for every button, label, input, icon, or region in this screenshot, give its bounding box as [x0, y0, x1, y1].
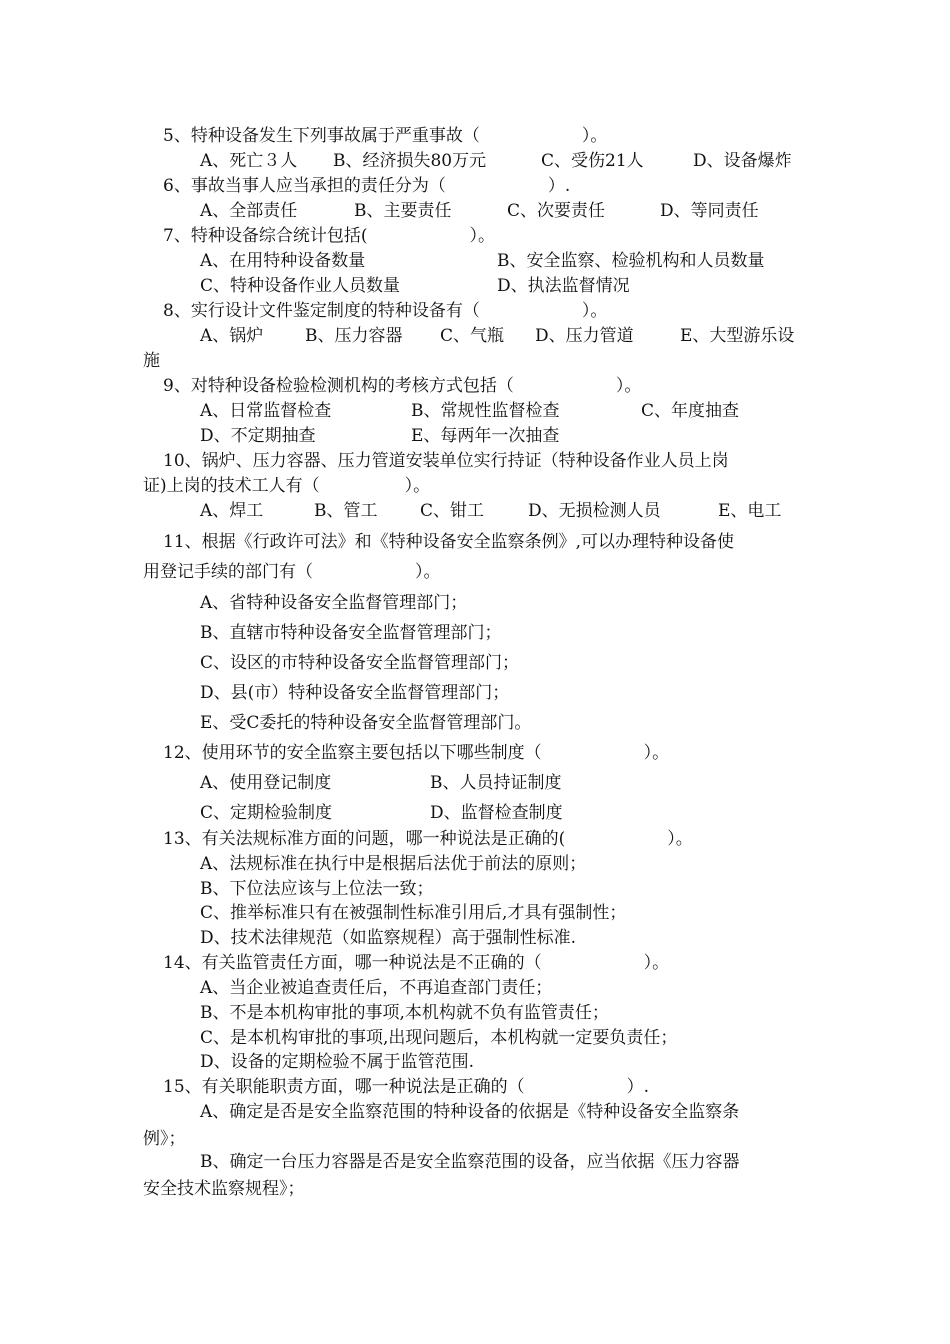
- option-10-B: B、管工: [314, 501, 378, 521]
- question-8-stem: 8、实行设计文件鉴定制度的特种设备有（ ）。: [163, 301, 608, 321]
- option-7-B: B、安全监察、检验机构和人员数量: [497, 251, 765, 271]
- option-10-C: C、钳工: [420, 501, 485, 521]
- option-9-C: C、年度抽查: [641, 401, 740, 421]
- question-13-stem: 13、有关法规标准方面的问题，哪一种说法是正确的( ）。: [163, 829, 693, 849]
- option-14-A: A、当企业被追查责任后，不再追查部门责任；: [200, 978, 553, 998]
- option-9-D: D、不定期抽查: [200, 426, 316, 446]
- option-8-A: A、锅炉: [200, 326, 264, 346]
- option-7-A: A、在用特种设备数量: [200, 251, 366, 271]
- option-8-E: E、大型游乐设: [680, 326, 795, 346]
- option-9-B: B、常规性监督检查: [411, 401, 560, 421]
- option-15-A: A、确定是否是安全监察范围的特种设备的依据是《特种设备安全监察条: [200, 1102, 740, 1122]
- option-10-A: A、焊工: [200, 501, 264, 521]
- option-12-D: D、监督检查制度: [430, 803, 563, 823]
- option-12-B: B、人员持证制度: [430, 773, 562, 793]
- option-14-B: B、不是本机构审批的事项,本机构就不负有监管责任；: [200, 1003, 609, 1023]
- question-9-stem: 9、对特种设备检验检测机构的考核方式包括（ ）。: [163, 376, 642, 396]
- option-5-A: A、死亡３人: [200, 151, 298, 171]
- option-continuation: 例》；: [143, 1129, 186, 1149]
- option-6-C: C、次要责任: [507, 201, 606, 221]
- option-6-D: D、等同责任: [660, 201, 759, 221]
- option-10-E: E、电工: [718, 501, 782, 521]
- option-13-D: D、技术法律规范（如监察规程）高于强制性标准.: [200, 928, 577, 948]
- option-9-E: E、每两年一次抽查: [411, 426, 560, 446]
- question-7-stem: 7、特种设备综合统计包括( ）。: [163, 226, 495, 246]
- option-13-B: B、下位法应该与上位法一致；: [200, 879, 434, 899]
- question-5-stem: 5、特种设备发生下列事故属于严重事故（ ）。: [163, 126, 608, 146]
- option-8-D: D、压力管道: [535, 326, 634, 346]
- option-13-A: A、法规标准在执行中是根据后法优于前法的原则；: [200, 854, 587, 874]
- option-13-C: C、推举标准只有在被强制性标准引用后,才具有强制性；: [200, 903, 627, 923]
- option-6-A: A、全部责任: [200, 201, 298, 221]
- question-11-stem: 11、根据《行政许可法》和《特种设备安全监察条例》,可以办理特种设备使: [163, 532, 735, 552]
- option-9-A: A、日常监督检查: [200, 401, 332, 421]
- option-5-D: D、设备爆炸: [693, 151, 792, 171]
- question-12-stem: 12、使用环节的安全监察主要包括以下哪些制度（ ）。: [163, 743, 670, 763]
- question-10-stem: 10、锅炉、压力容器、压力管道安装单位实行持证（特种设备作业人员上岗: [163, 451, 729, 471]
- option-5-B: B、经济损失80万元: [333, 151, 487, 171]
- option-14-D: D、设备的定期检验不属于监管范围.: [200, 1052, 475, 1072]
- option-14-C: C、是本机构审批的事项,出现问题后，本机构就一定要负责任；: [200, 1028, 678, 1048]
- option-8-C: C、气瓶: [440, 326, 505, 346]
- question-14-stem: 14、有关监管责任方面，哪一种说法是不正确的（ ）。: [163, 953, 670, 973]
- option-11-B: B、直辖市特种设备安全监督管理部门；: [200, 623, 502, 643]
- question-6-stem: 6、事故当事人应当承担的责任分为（ ）.: [163, 176, 571, 196]
- question-10-stem: 证)上岗的技术工人有（ ）。: [143, 476, 431, 496]
- option-12-C: C、定期检验制度: [200, 803, 333, 823]
- question-11-stem: 用登记手续的部门有（ ）。: [143, 562, 441, 582]
- option-15-B: B、确定一台压力容器是否是安全监察范围的设备，应当依据《压力容器: [200, 1152, 740, 1172]
- option-continuation: 施: [143, 351, 160, 371]
- option-5-C: C、受伤21人: [541, 151, 644, 171]
- option-11-E: E、受C委托的特种设备安全监督管理部门。: [200, 713, 532, 733]
- option-12-A: A、使用登记制度: [200, 773, 332, 793]
- option-11-C: C、设区的市特种设备安全监督管理部门；: [200, 653, 520, 673]
- option-6-B: B、主要责任: [354, 201, 452, 221]
- option-11-A: A、省特种设备安全监督管理部门；: [200, 593, 468, 613]
- option-7-C: C、特种设备作业人员数量: [200, 276, 401, 296]
- option-8-B: B、压力容器: [305, 326, 403, 346]
- option-7-D: D、执法监督情况: [497, 276, 630, 296]
- question-15-stem: 15、有关职能职责方面，哪一种说法是正确的（ ）.: [163, 1077, 650, 1097]
- option-10-D: D、无损检测人员: [528, 501, 661, 521]
- option-continuation: 安全技术监察规程》；: [143, 1179, 305, 1199]
- option-11-D: D、县(市）特种设备安全监督管理部门；: [200, 683, 510, 703]
